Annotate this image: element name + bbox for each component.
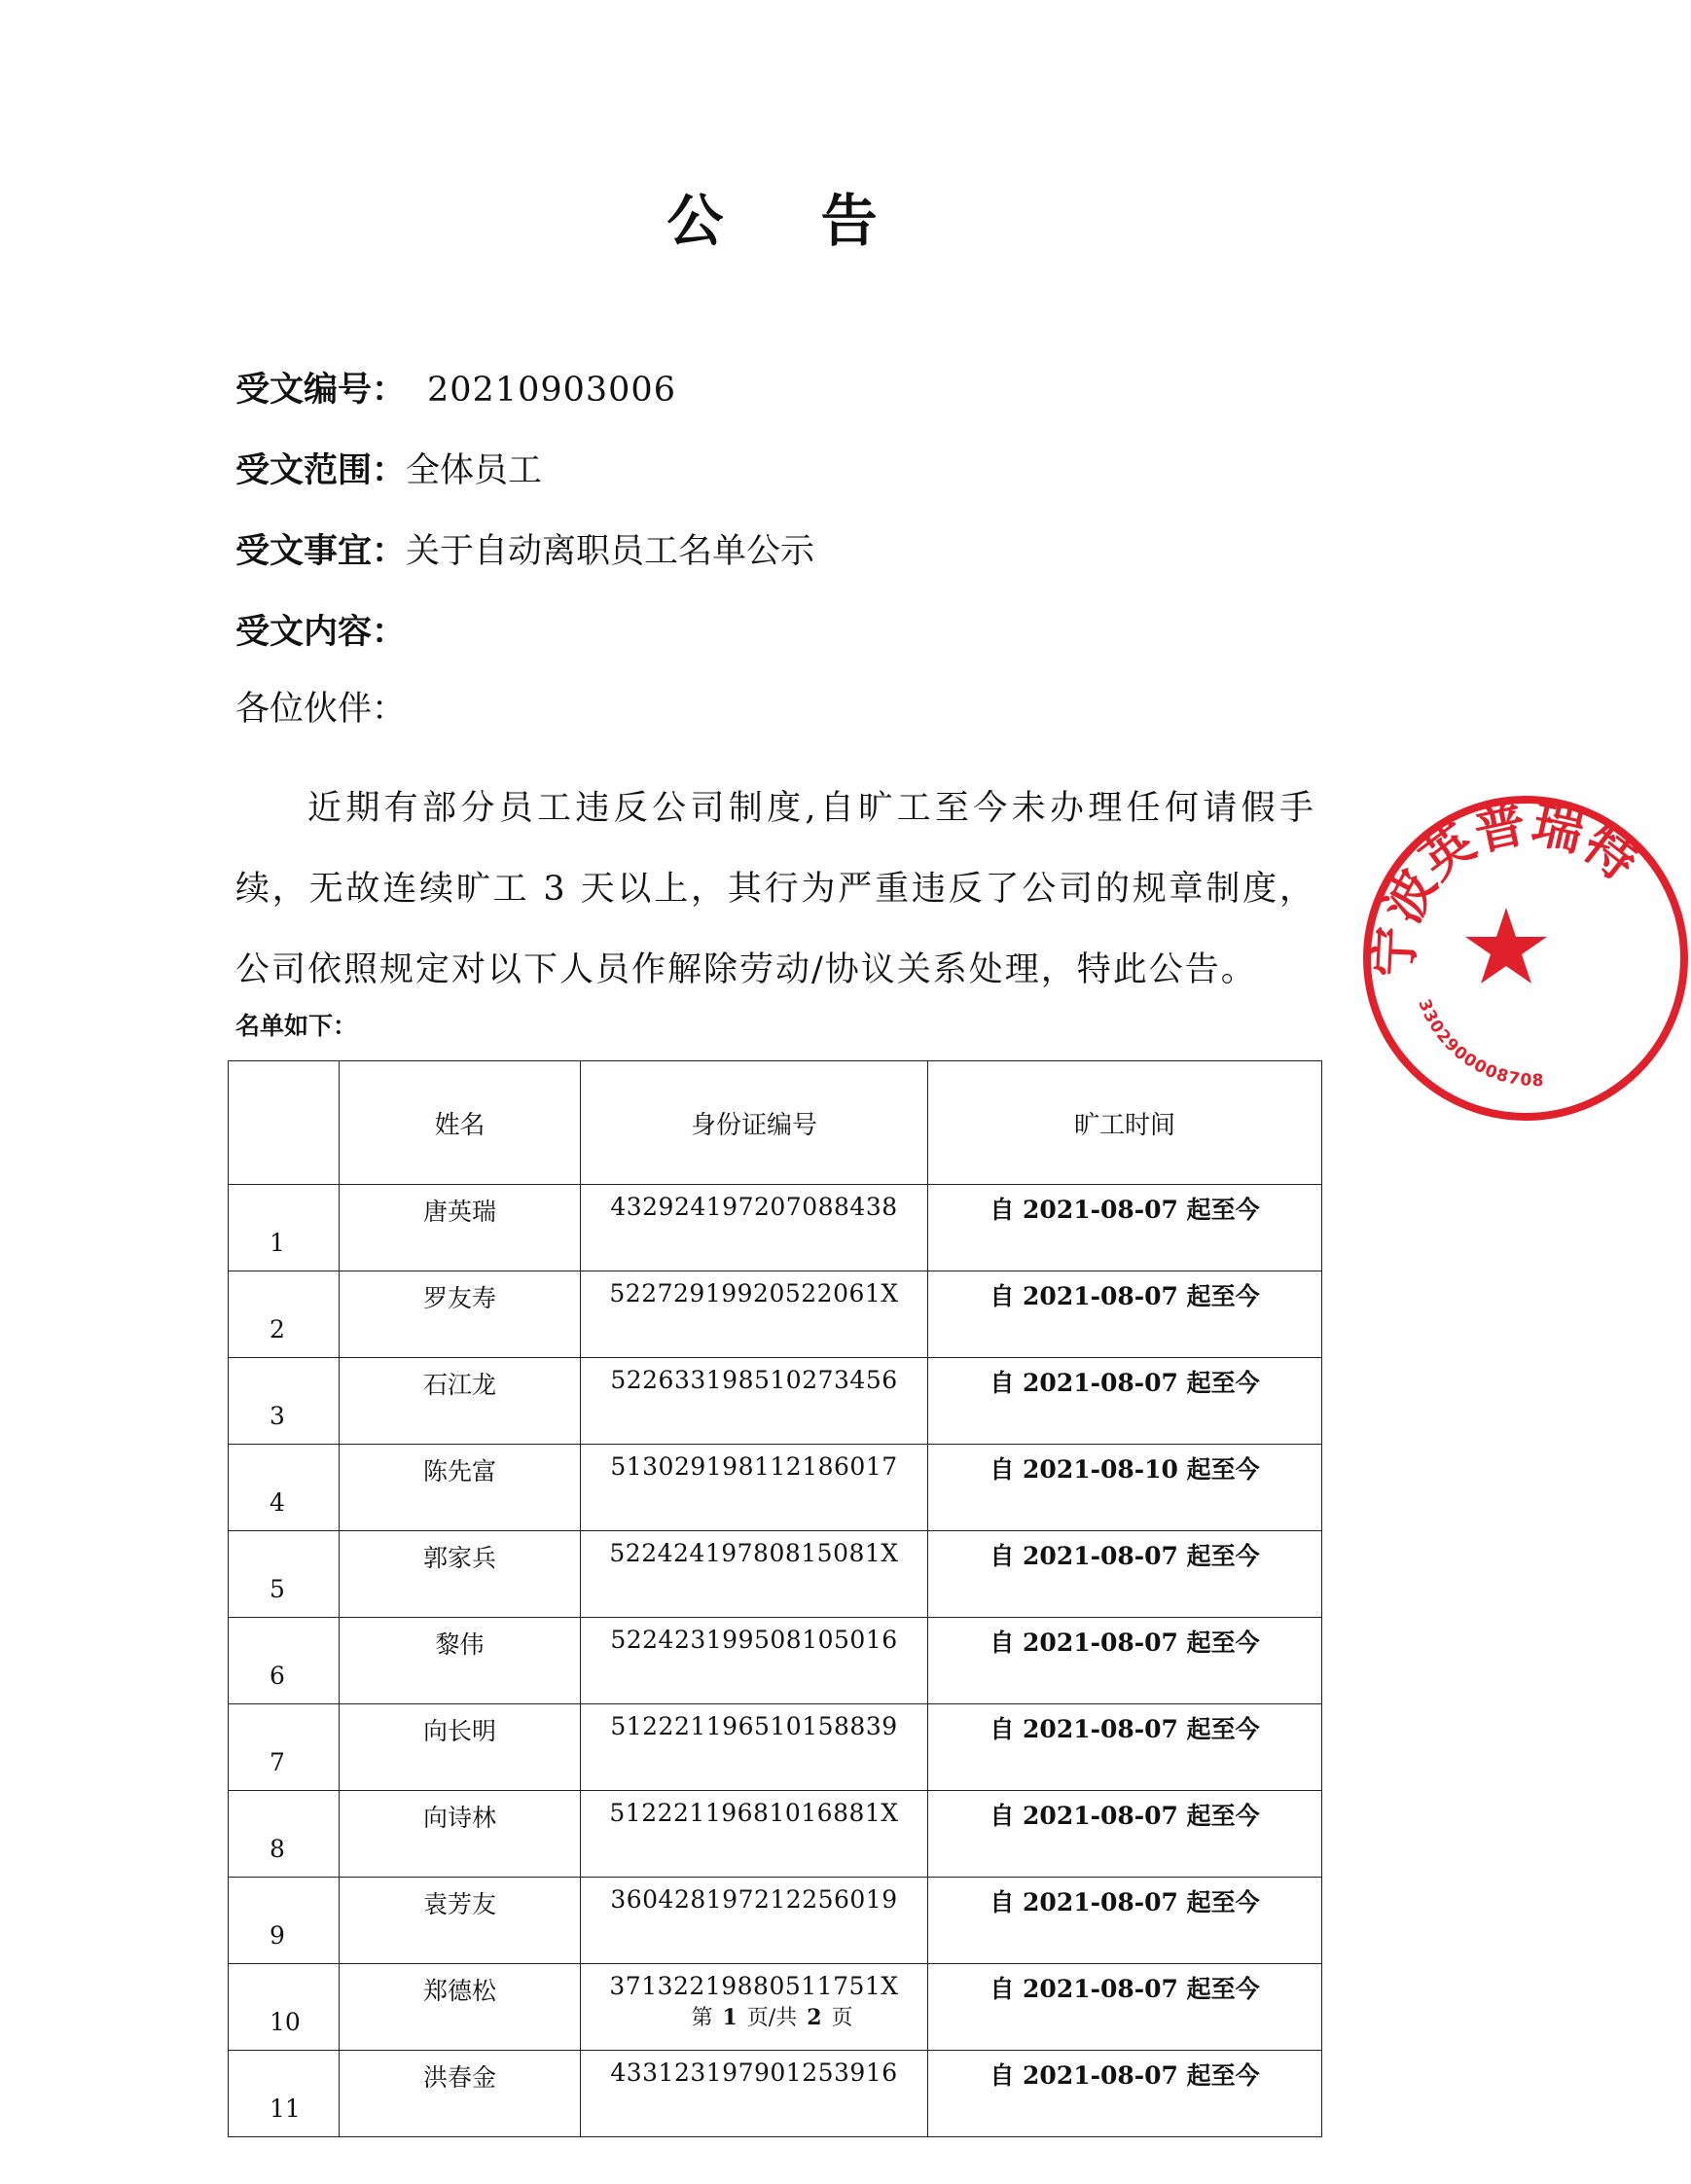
row-index: 10 (229, 1964, 340, 2051)
row-absence-time: 自 2021-08-07 起至今 (928, 1791, 1322, 1878)
table-row (229, 1185, 1322, 1271)
seal-company-text: 宁波英普瑞特 (1365, 795, 1648, 979)
row-id-number: 432924197207088438 (581, 1185, 928, 1271)
row-name: 罗友寿 (340, 1271, 581, 1358)
row-index: 6 (229, 1618, 340, 1704)
row-id-number: 522423199508105016 (581, 1618, 928, 1704)
row-id-number: 512221196510158839 (581, 1704, 928, 1791)
page-footer (0, 2007, 1544, 2029)
header-name: 姓名 (340, 1061, 581, 1185)
row-index: 11 (229, 2051, 340, 2137)
row-absence-time: 自 2021-08-07 起至今 (928, 1964, 1322, 2051)
table-row (229, 1704, 1322, 1791)
subject-value: 关于自动离职员工名单公示 (406, 532, 815, 571)
row-absence-time: 自 2021-08-07 起至今 (928, 1531, 1322, 1618)
row-index: 4 (229, 1445, 340, 1531)
scope-label: 受文范围： (235, 450, 407, 490)
table-body (229, 1185, 1322, 2137)
row-index: 9 (229, 1878, 340, 1964)
row-absence-time: 自 2021-08-07 起至今 (928, 1618, 1322, 1704)
row-absence-time: 自 2021-08-07 起至今 (928, 2051, 1322, 2137)
footer-suffix: 页 (831, 2006, 853, 2030)
row-name: 向诗林 (340, 1791, 581, 1878)
footer-prefix: 第 (691, 2006, 713, 2030)
row-id-number: 513029198112186017 (581, 1445, 928, 1531)
list-label: 名单如下： (235, 1012, 358, 1040)
table-row (229, 2051, 1322, 2137)
table-row (229, 1358, 1322, 1445)
content-row (235, 612, 407, 652)
header-index (229, 1061, 340, 1185)
row-name: 郭家兵 (340, 1531, 581, 1618)
row-index: 5 (229, 1531, 340, 1618)
body-paragraph: 近期有部分员工违反公司制度,自旷工至今未办理任何请假手续，无故连续旷工 3 天以上，其行为严重违反了公司的规章制度，公司依照规定对以下人员作解除劳动/协议关系处理，特此公告。 (235, 789, 1315, 989)
number-value: 20210903006 (427, 371, 676, 410)
footer-page: 1 (722, 2005, 738, 2030)
row-id-number: 433123197901253916 (581, 2051, 928, 2137)
header-absence-time: 旷工时间 (928, 1061, 1322, 1185)
header-id: 身份证编号 (581, 1061, 928, 1185)
company-seal (1360, 793, 1691, 1124)
table-row (229, 1271, 1322, 1358)
table-row (229, 1531, 1322, 1618)
row-id-number: 37132219880511751X (581, 1964, 928, 2051)
row-absence-time: 自 2021-08-07 起至今 (928, 1704, 1322, 1791)
row-id-number: 522633198510273456 (581, 1358, 928, 1445)
row-name: 石江龙 (340, 1358, 581, 1445)
table-row (229, 1878, 1322, 1964)
row-index: 3 (229, 1358, 340, 1445)
subject-row (235, 531, 815, 571)
greeting: 各位伙伴： (235, 690, 407, 729)
row-name: 袁芳友 (340, 1878, 581, 1964)
content-label: 受文内容： (235, 612, 407, 652)
row-index: 7 (229, 1704, 340, 1791)
scope-row (235, 450, 543, 490)
row-absence-time: 自 2021-08-07 起至今 (928, 1185, 1322, 1271)
table-row (229, 1445, 1322, 1531)
row-id-number: 52242419780815081X (581, 1531, 928, 1618)
row-absence-time: 自 2021-08-07 起至今 (928, 1878, 1322, 1964)
table-row (229, 1791, 1322, 1878)
row-index: 8 (229, 1791, 340, 1878)
scope-value: 全体员工 (406, 451, 543, 490)
employee-table (228, 1060, 1322, 2137)
seal-number-text: 3302900008708 (1414, 996, 1545, 1092)
document-title: 公 告 (666, 188, 917, 254)
row-name: 陈先富 (340, 1445, 581, 1531)
row-name: 唐英瑞 (340, 1185, 581, 1271)
table-header-row (229, 1061, 1322, 1185)
row-index: 1 (229, 1185, 340, 1271)
row-absence-time: 自 2021-08-07 起至今 (928, 1271, 1322, 1358)
row-id-number: 51222119681016881X (581, 1791, 928, 1878)
footer-total: 2 (807, 2005, 822, 2030)
row-name: 郑德松 (340, 1964, 581, 2051)
subject-label: 受文事宜： (235, 531, 407, 571)
row-absence-time: 自 2021-08-10 起至今 (928, 1445, 1322, 1531)
row-name: 向长明 (340, 1704, 581, 1791)
footer-middle: 页/共 (746, 2006, 798, 2030)
table-row (229, 1618, 1322, 1704)
row-id-number: 52272919920522061X (581, 1271, 928, 1358)
row-absence-time: 自 2021-08-07 起至今 (928, 1358, 1322, 1445)
row-name: 洪春金 (340, 2051, 581, 2137)
row-id-number: 360428197212256019 (581, 1878, 928, 1964)
seal-ring (1367, 800, 1684, 1117)
number-row (235, 370, 676, 410)
row-index: 2 (229, 1271, 340, 1358)
number-label: 受文编号： (235, 370, 407, 410)
seal-star (1465, 908, 1547, 984)
row-name: 黎伟 (340, 1618, 581, 1704)
